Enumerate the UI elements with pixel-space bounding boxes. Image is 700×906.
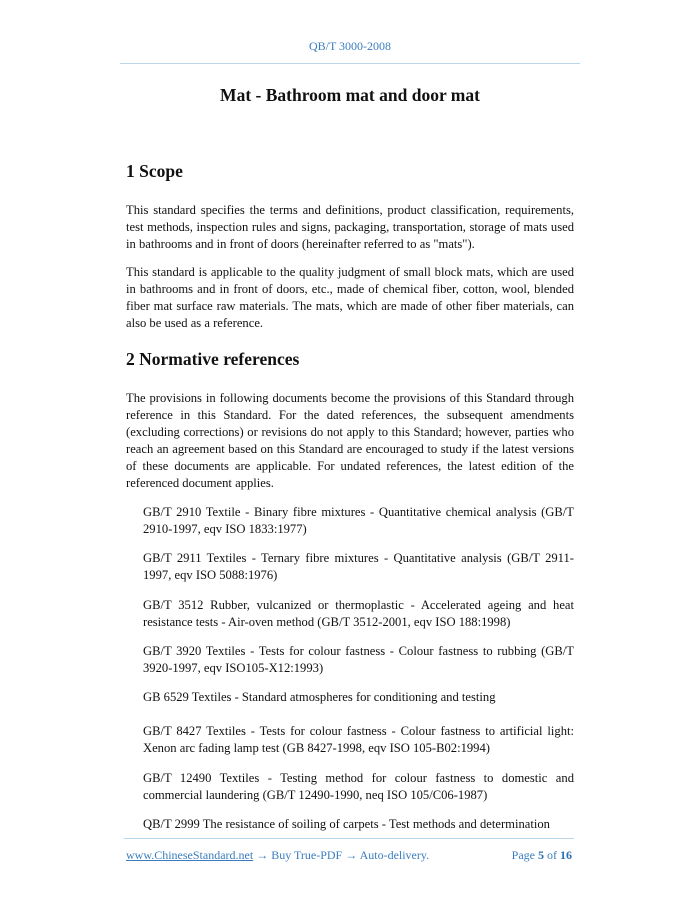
of-label: of [544, 848, 560, 862]
reference-item: GB/T 2911 Textiles - Ternary fibre mixtures - Quantitative analysis (GB/T 2911-1997, eqv ISO 5088:1976) [143, 551, 574, 582]
document-title: Mat - Bathroom mat and door mat [220, 85, 480, 105]
footer-divider [124, 838, 574, 839]
total-pages: 16 [560, 848, 572, 862]
footer-promo [126, 848, 429, 863]
website-link[interactable]: www.ChineseStandard.net [126, 848, 254, 862]
header-doc-code: QB/T 3000-2008 [308, 39, 392, 53]
section-heading-scope: 1 Scope [126, 161, 183, 181]
section-heading-normative-references: 2 Normative references [126, 349, 300, 369]
page-number [512, 848, 572, 863]
reference-item: GB/T 3920 Textiles - Tests for colour fastness - Colour fastness to rubbing (GB/T 3920-1997, eqv ISO105-X12:1993) [143, 644, 574, 675]
reference-item: QB/T 2999 The resistance of soiling of carpets - Test methods and determination [143, 817, 550, 831]
header-divider [120, 63, 580, 64]
reference-item: GB 6529 Textiles - Standard atmospheres for conditioning and testing [143, 690, 496, 704]
paragraph: The provisions in following documents become the provisions of this Standard through reference in this Standard. For the dated references, the subsequent amendments (excluding corrections) or revisions do not apply to this Standard; however, parties who reach an agreement based on this Standard are encouraged to study if the latest versions of these documents are applicable. For undated references, the latest edition of the referenced document applies. [126, 391, 574, 490]
reference-item: GB/T 12490 Textiles - Testing method for colour fastness to domestic and commercial laundering (GB/T 12490-1990, neq ISO 105/C06-1987) [143, 771, 574, 802]
current-page: 5 [538, 848, 544, 862]
page-label: Page [511, 848, 538, 862]
paragraph: This standard specifies the terms and definitions, product classification, requirements, test methods, inspection rules and signs, packaging, transportation, storage of mats used in bathrooms and in front of doors (hereinafter referred to as "mats"). [126, 203, 574, 251]
footer-promo-text: → Buy True-PDF → Auto-delivery. [253, 848, 430, 862]
reference-item: GB/T 8427 Textiles - Tests for colour fastness - Colour fastness to artificial light: Xenon arc fading lamp test (GB 8427-1998, eqv ISO 105-B02:1994) [143, 724, 574, 755]
reference-item: GB/T 2910 Textile - Binary fibre mixtures - Quantitative chemical analysis (GB/T 2910-1997, eqv ISO 1833:1977) [143, 505, 574, 536]
reference-item: GB/T 3512 Rubber, vulcanized or thermoplastic - Accelerated ageing and heat resistance tests - Air-oven method (GB/T 3512-2001, eqv ISO 188:1998) [143, 598, 574, 629]
paragraph: This standard is applicable to the quality judgment of small block mats, which are used in bathrooms and in front of doors, etc., made of chemical fiber, cotton, wool, blended fiber mat surface raw materials. The mats, which are made of other fiber materials, can also be used as a reference. [126, 265, 574, 330]
